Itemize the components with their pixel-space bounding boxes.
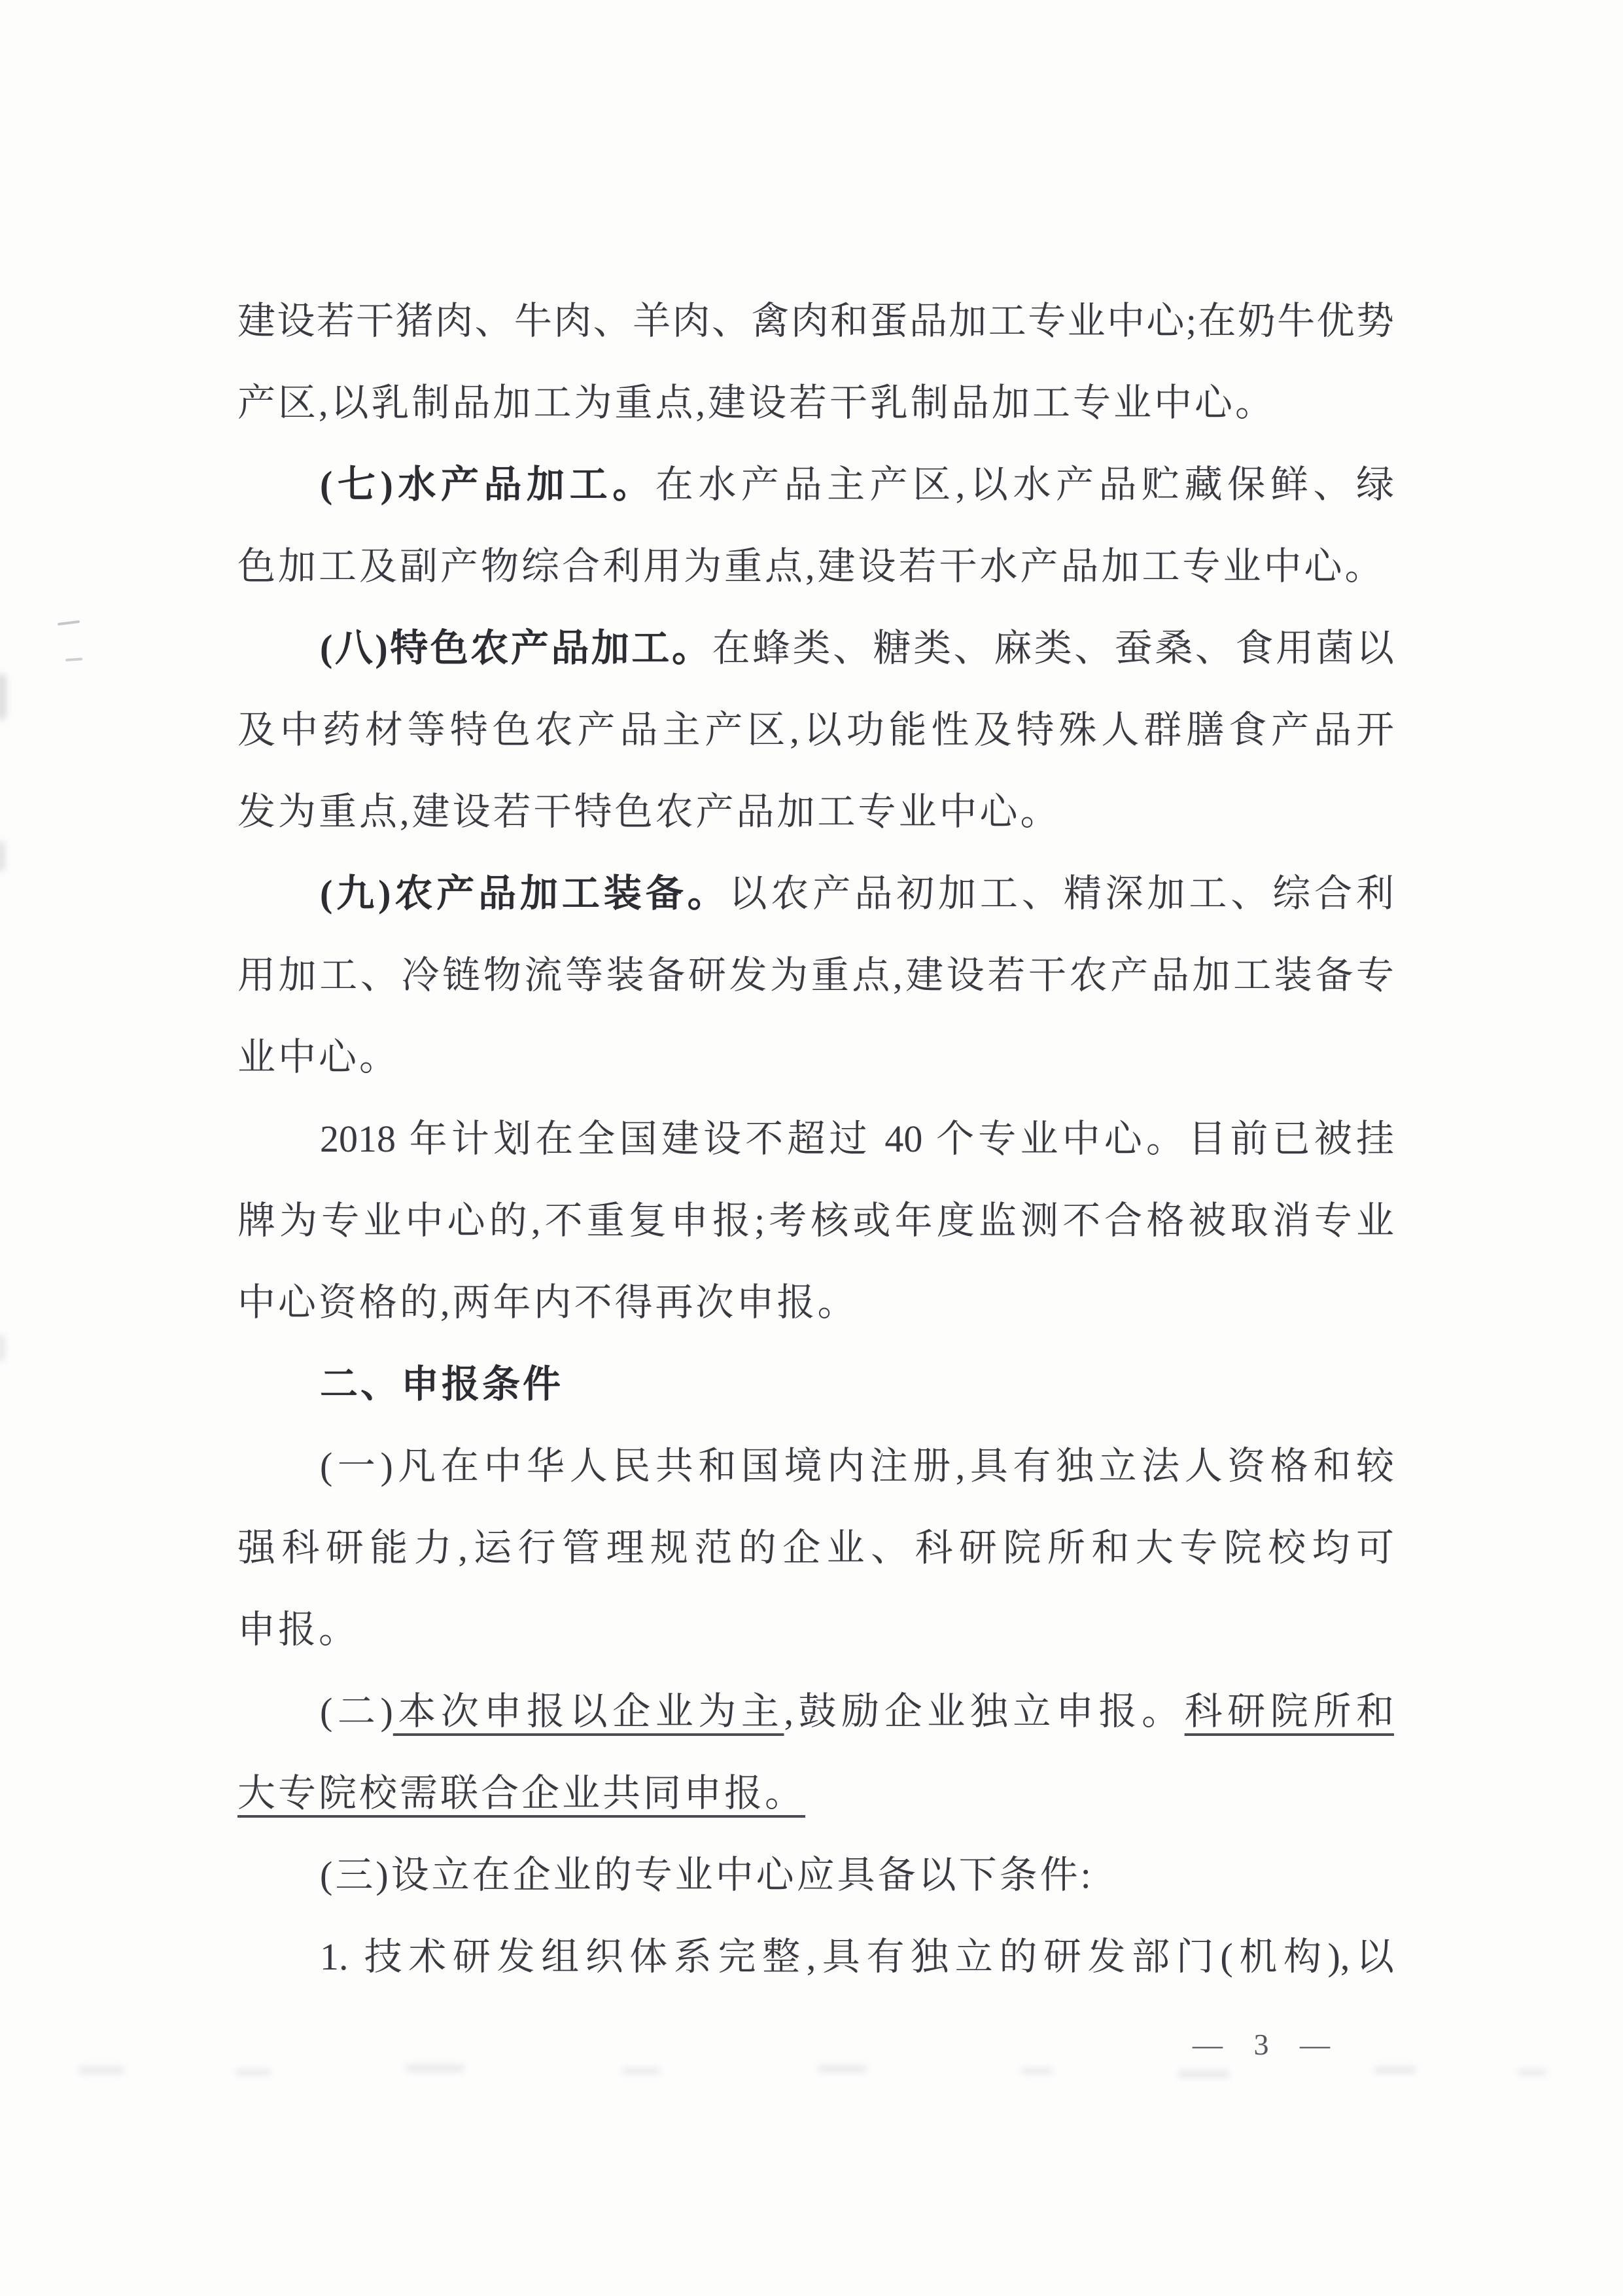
text-line: [237, 1752, 1394, 1834]
text-line: [237, 1425, 1394, 1507]
text-line: [237, 934, 1394, 1016]
scan-artifact: [58, 620, 80, 626]
text-line: [237, 1098, 1394, 1180]
scan-artifact: [0, 841, 5, 871]
scan-artifact: [0, 674, 7, 720]
body-text: 中心资格的,两年内不得再次申报。: [237, 1281, 858, 1324]
text-line: [237, 525, 1394, 607]
body-text: ,鼓励企业独立申报。: [784, 1690, 1185, 1733]
scan-artifact: [1178, 2070, 1230, 2078]
subheading-item-8: (八)特色农产品加工。: [320, 627, 712, 669]
text-line: [237, 771, 1394, 853]
underlined-text: 本次申报以企业为主: [393, 1690, 784, 1733]
body-text: (三)设立在企业的专业中心应具备以下条件:: [320, 1854, 1094, 1896]
text-line: [237, 1343, 1394, 1425]
text-line: [237, 280, 1394, 362]
text-line: [237, 1670, 1394, 1752]
scan-artifact: [1021, 2068, 1053, 2074]
section-heading-2: 二、申报条件: [320, 1363, 564, 1405]
body-text: 用加工、冷链物流等装备研发为重点,建设若干农产品加工装备专: [237, 954, 1394, 997]
text-line: [237, 1262, 1394, 1343]
body-text: 在水产品主产区,以水产品贮藏保鲜、绿: [655, 463, 1394, 506]
subheading-item-9: (九)农产品加工装备。: [320, 872, 729, 915]
scan-artifact: [621, 2068, 661, 2074]
text-line: [237, 1589, 1394, 1670]
scan-artifact: [65, 658, 82, 662]
body-text: 及中药材等特色农产品主产区,以功能性及特殊人群膳食产品开: [237, 709, 1394, 751]
document-text-block: [237, 280, 1394, 1998]
text-line: [237, 1916, 1394, 1998]
body-text: 1. 技术研发组织体系完整,具有独立的研发部门(机构),以: [320, 1935, 1394, 1978]
text-line: [237, 444, 1394, 525]
text-line: [237, 853, 1394, 934]
scan-artifact: [1374, 2066, 1416, 2074]
body-text: 在蜂类、糖类、麻类、蚕桑、食用菌以: [712, 627, 1394, 669]
body-text: 产区,以乳制品加工为重点,建设若干乳制品加工专业中心。: [237, 381, 1276, 424]
body-text: 2018 年计划在全国建设不超过 40 个专业中心。目前已被挂: [320, 1118, 1394, 1160]
body-text: 申报。: [237, 1608, 360, 1651]
body-text: (二): [320, 1690, 393, 1733]
underlined-text: 科研院所和: [1184, 1690, 1394, 1733]
body-text: 牌为专业中心的,不重复申报;考核或年度监测不合格被取消专业: [237, 1199, 1394, 1242]
scan-artifact: [79, 2066, 124, 2074]
scan-artifact: [406, 2064, 464, 2072]
text-line: [237, 607, 1394, 689]
text-line: [237, 1834, 1394, 1916]
scan-artifact: [1518, 2069, 1547, 2075]
body-text: 发为重点,建设若干特色农产品加工专业中心。: [237, 790, 1061, 833]
body-text: 建设若干猪肉、牛肉、羊肉、禽肉和蛋品加工专业中心;在奶牛优势: [237, 300, 1394, 342]
subheading-item-7: (七)水产品加工。: [320, 463, 655, 506]
scan-artifact: [0, 1335, 5, 1361]
scan-artifact: [818, 2065, 867, 2073]
page-number: — 3 —: [1193, 2028, 1342, 2061]
body-text: 以农产品初加工、精深加工、综合利: [729, 872, 1394, 915]
body-text: 强科研能力,运行管理规范的企业、科研院所和大专院校均可: [237, 1527, 1394, 1569]
text-line: [237, 362, 1394, 444]
body-text: (一)凡在中华人民共和国境内注册,具有独立法人资格和较: [320, 1445, 1394, 1487]
text-line: [237, 689, 1394, 771]
body-text: 色加工及副产物综合利用为重点,建设若干水产品加工专业中心。: [237, 545, 1386, 588]
body-text: 业中心。: [237, 1036, 400, 1078]
underlined-text: 大专院校需联合企业共同申报。: [237, 1772, 806, 1814]
text-line: [237, 1016, 1394, 1098]
text-line: [237, 1180, 1394, 1262]
text-line: [237, 1507, 1394, 1589]
scan-artifact: [236, 2069, 271, 2075]
